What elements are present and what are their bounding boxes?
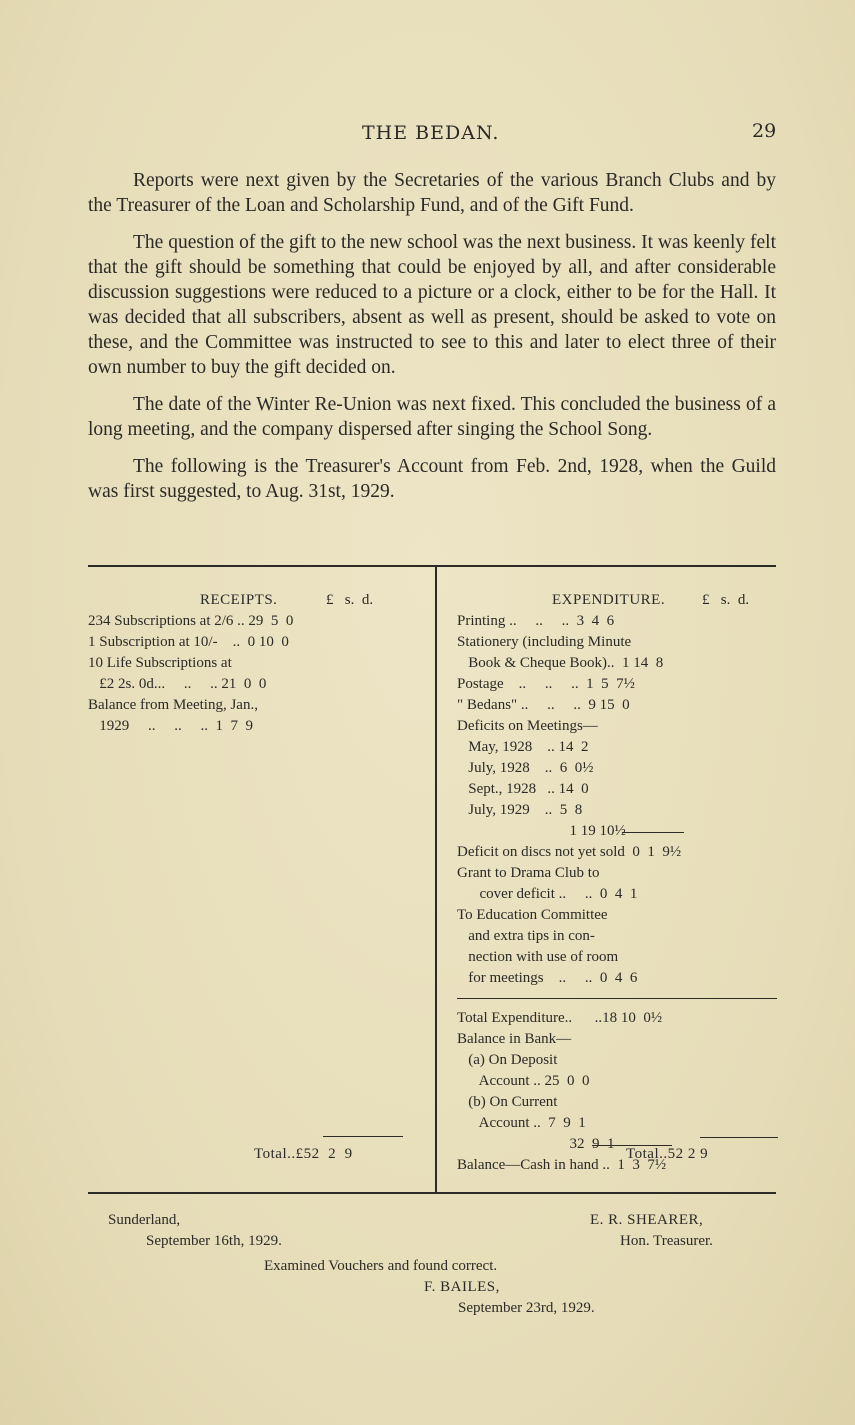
expenditure-column-heads: £ s. d.: [702, 592, 750, 608]
receipts-column: [88, 592, 418, 1192]
receipt-line: £2 2s. 0d... .. .. 21 0 0: [88, 676, 267, 692]
expenditure-line: Account .. 25 0 0: [457, 1073, 590, 1089]
running-title: THE BEDAN.: [362, 122, 500, 144]
subtotal-rule: [622, 832, 684, 833]
place-date: September 16th, 1929.: [146, 1233, 282, 1249]
treasurer-title: Hon. Treasurer.: [620, 1233, 713, 1249]
receipts-column-heads: £ s. d.: [326, 592, 374, 608]
expenditure-total: Total..52 2 9: [626, 1146, 709, 1162]
expenditure-line: nection with use of room: [457, 949, 619, 965]
expenditure-line: Book & Cheque Book).. 1 14 8: [457, 655, 664, 671]
paragraph: Reports were next given by the Secretaries of the various Branch Clubs and by the Treasurer of the Loan and Scholarship Fund, and of the Gift Fund.: [88, 170, 776, 216]
expenditure-line: Balance—Cash in hand .. 1 3 7½: [457, 1157, 667, 1173]
examined-note: Examined Vouchers and found correct.: [264, 1258, 498, 1274]
expenditure-line: Postage .. .. .. 1 5 7½: [457, 676, 635, 692]
place: Sunderland,: [108, 1212, 181, 1228]
expenditure-line: 1 19 10½: [457, 823, 626, 839]
expenditure-line: Printing .. .. .. 3 4 6: [457, 613, 615, 629]
body-text: [88, 168, 776, 516]
expenditure-line: Grant to Drama Club to: [457, 865, 600, 881]
receipts-total: Total..£52 2 9: [254, 1146, 353, 1162]
expenditure-line: July, 1929 .. 5 8: [457, 802, 583, 818]
receipts-heading: RECEIPTS.: [200, 592, 278, 608]
expenditure-line: " Bedans" .. .. .. 9 15 0: [457, 697, 630, 713]
table-top-rule: [88, 565, 776, 567]
expenditure-line: Balance in Bank—: [457, 1031, 572, 1047]
expenditure-line: (a) On Deposit: [457, 1052, 558, 1068]
page-number: 29: [752, 120, 777, 142]
expenditure-line: (b) On Current: [457, 1094, 558, 1110]
receipts-total-rule: [323, 1136, 403, 1137]
receipt-line: 1 Subscription at 10/- .. 0 10 0: [88, 634, 289, 650]
receipt-line: 10 Life Subscriptions at: [88, 655, 232, 671]
expenditure-heading: EXPENDITURE.: [552, 592, 666, 608]
expenditure-line: and extra tips in con-: [457, 928, 595, 944]
page-header: [0, 122, 855, 152]
expenditure-line: Sept., 1928 .. 14 0: [457, 781, 589, 797]
paragraph: The following is the Treasurer's Account from Feb. 2nd, 1928, when the Guild was first suggested, to Aug. 31st, 1929.: [88, 456, 776, 502]
expenditure-line: 32 9 1: [457, 1136, 615, 1152]
expenditure-line: cover deficit .. .. 0 4 1: [457, 886, 638, 902]
receipt-line: Balance from Meeting, Jan.,: [88, 697, 258, 713]
treasurer-name: E. R. SHEARER,: [590, 1212, 704, 1228]
expenditure-column: [457, 592, 777, 1192]
examiner-date: September 23rd, 1929.: [458, 1300, 595, 1316]
paragraph: The date of the Winter Re-Union was next fixed. This concluded the business of a long meeting, and the company dispersed after singing the School Song.: [88, 394, 776, 440]
expenditure-line: To Education Committee: [457, 907, 608, 923]
receipt-line: 234 Subscriptions at 2/6 .. 29 5 0: [88, 613, 294, 629]
table-column-divider: [435, 567, 437, 1192]
expenditure-line: Account .. 7 9 1: [457, 1115, 586, 1131]
expenditure-section-rule: [457, 998, 777, 999]
paragraph: The question of the gift to the new school was the next business. It was keenly felt that the gift should be something that could be enjoyed by all, and after considerable discussion suggestions were reduced to a picture or a clock, either to be for the Hall. It was decided that all subscribers, absent as well as present, should be asked to vote on these, and the Committee was instructed to see to this and later to elect three of their own number to buy the gift decided on.: [88, 232, 776, 378]
expenditure-line: July, 1928 .. 6 0½: [457, 760, 594, 776]
expenditure-line: Stationery (including Minute: [457, 634, 632, 650]
table-bottom-rule: [88, 1192, 776, 1194]
receipt-line: 1929 .. .. .. 1 7 9: [88, 718, 253, 734]
expenditure-total-rule: [700, 1137, 778, 1138]
expenditure-line: Deficit on discs not yet sold 0 1 9½: [457, 844, 682, 860]
expenditure-line: May, 1928 .. 14 2: [457, 739, 589, 755]
examiner-name: F. BAILES,: [424, 1279, 500, 1295]
expenditure-line: Deficits on Meetings—: [457, 718, 598, 734]
expenditure-line: for meetings .. .. 0 4 6: [457, 970, 638, 986]
expenditure-line: Total Expenditure.. ..18 10 0½: [457, 1010, 663, 1026]
